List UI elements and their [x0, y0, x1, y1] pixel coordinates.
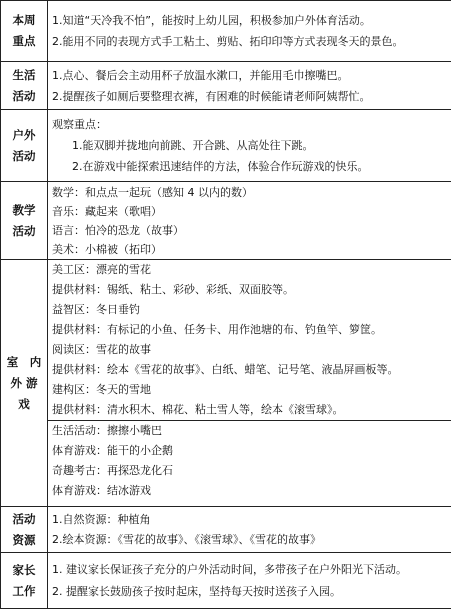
focus-item: 2.能用不同的表现方式手工粘土、剪贴、拓印印等方式表现冬天的景色。: [52, 31, 447, 52]
parent-item: 1. 建议家长保证孩子充分的户外活动时间，多带孩子在户外阳光下活动。: [52, 559, 447, 581]
resource-item: 2.绘本资源：《雪花的故事》、《滚雪球》、《雪花的故事》: [52, 530, 447, 550]
parent-item: 2. 提醒家长鼓励孩子按时起床，坚持每天按时送孩子入园。: [52, 581, 447, 603]
life-item: 1.点心、餐后会主动用杯子放温水漱口，并能用毛巾擦嘴巴。: [52, 65, 447, 86]
row-life-activities: [1, 62, 451, 110]
life-activities-content: [48, 62, 451, 110]
outdoor-item: 1.能双脚并拢地向前跳、开合跳、从高处往下跳。: [52, 135, 447, 156]
area-reading: 阅读区：雪花的故事: [52, 340, 447, 360]
row-heading-activity-resources: [1, 507, 48, 553]
heading-line: 戏: [3, 394, 45, 415]
heading-line: 本周: [3, 10, 45, 31]
row-heading-weekly-focus: [1, 1, 48, 62]
heading-line: 教学: [3, 200, 45, 221]
heading-line: 家长: [3, 560, 45, 581]
teaching-item-language: 语言：怕冷的恐龙（故事）: [52, 221, 447, 240]
area-puzzle-materials: 提供材料：有标记的小鱼、任务卡、用作池塘的布、钓鱼竿、箩筐。: [52, 320, 447, 340]
area-art-materials: 提供材料：锡纸、粘土、彩砂、彩纸、双面胶等。: [52, 280, 447, 300]
observation-label: 观察重点：: [52, 114, 447, 135]
teaching-item-art: 美术：小棉被（拓印）: [52, 240, 447, 259]
heading-line: 室 内: [3, 352, 45, 373]
heading-line: 生活: [3, 65, 45, 86]
life-item: 2.提醒孩子如厕后要整理衣裤，有困难的时候能请老师阿姨帮忙。: [52, 86, 447, 107]
game-item: 生活活动：擦擦小嘴巴: [52, 421, 447, 441]
outdoor-activities-content: [48, 110, 451, 182]
row-heading-outdoor-activities: [1, 110, 48, 182]
heading-line: 户外: [3, 125, 45, 146]
heading-line: 资源: [3, 530, 45, 551]
game-item: 体育游戏：结冰游戏: [52, 481, 447, 501]
row-heading-life-activities: [1, 62, 48, 110]
row-heading-parent-work: [1, 553, 48, 609]
heading-line: 外 游: [3, 373, 45, 394]
outdoor-item: 2.在游戏中能探索迅速结伴的方法，体验合作玩游戏的快乐。: [52, 156, 447, 177]
heading-line: 工作: [3, 581, 45, 602]
area-building: 建构区：冬天的雪地: [52, 380, 447, 400]
heading-line: 活动: [3, 509, 45, 530]
parent-work-content: [48, 553, 451, 609]
row-teaching-activities: [1, 182, 451, 260]
row-weekly-focus: [1, 1, 451, 62]
heading-line: 活动: [3, 146, 45, 167]
game-item: 体育游戏：能干的小企鹅: [52, 441, 447, 461]
heading-line: 重点: [3, 31, 45, 52]
learning-areas-section: [52, 260, 447, 420]
row-activity-resources: [1, 507, 451, 553]
weekly-focus-content: [48, 1, 451, 62]
row-heading-indoor-outdoor-games: [1, 260, 48, 507]
heading-line: 活动: [3, 221, 45, 242]
game-item: 奇趣考古：再探恐龙化石: [52, 461, 447, 481]
row-indoor-outdoor-games: [1, 260, 451, 507]
heading-line: 活动: [3, 86, 45, 107]
area-reading-materials: 提供材料：绘本《雪花的故事》、白纸、蜡笔、记号笔、液晶屏画板等。: [52, 360, 447, 380]
games-content: [48, 260, 451, 507]
row-heading-teaching-activities: [1, 182, 48, 260]
row-parent-work: [1, 553, 451, 609]
area-building-materials: 提供材料：清水积木、棉花、粘土雪人等，绘本《滚雪球》。: [52, 400, 447, 420]
focus-item: 1.知道“天冷我不怕”，能按时上幼儿园，积极参加户外体育活动。: [52, 10, 447, 31]
area-puzzle: 益智区：冬日垂钓: [52, 300, 447, 320]
activity-resources-content: [48, 507, 451, 553]
teaching-activities-content: [48, 182, 451, 260]
row-outdoor-activities: [1, 110, 451, 182]
teaching-item-math: 数学：和点点一起玩（感知 4 以内的数）: [52, 183, 447, 202]
teaching-item-music: 音乐：藏起来（歌唱）: [52, 202, 447, 221]
resource-item: 1.自然资源：种植角: [52, 510, 447, 530]
area-art: 美工区：漂亮的雪花: [52, 260, 447, 280]
games-section: [48, 420, 451, 501]
